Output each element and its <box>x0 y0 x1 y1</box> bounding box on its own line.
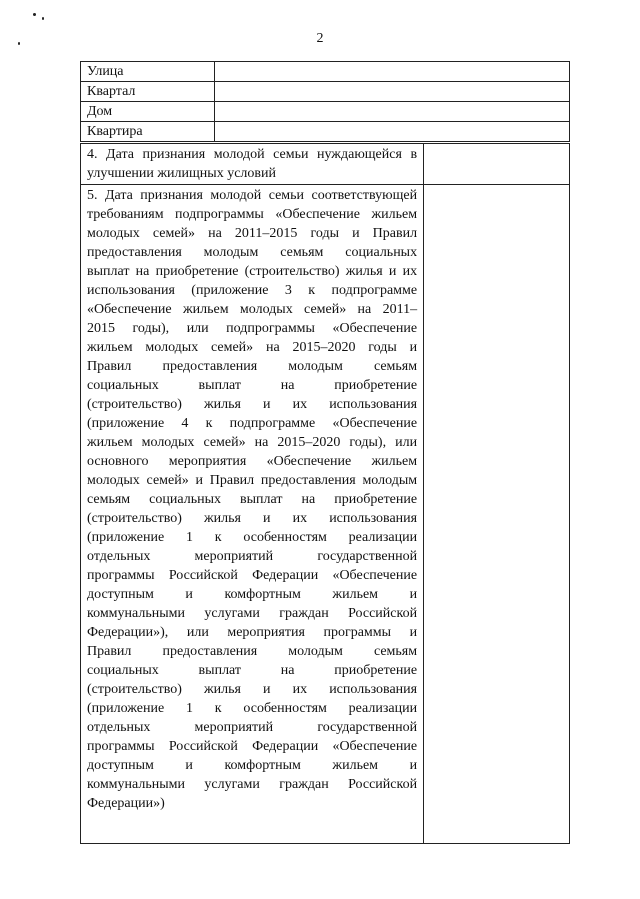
question-line: социальных выплат на приобретение <box>87 378 418 393</box>
address-value-field[interactable] <box>215 122 570 142</box>
question-line: (приложение 1 к особенностям реализации <box>87 701 418 716</box>
address-label: Дом <box>81 102 215 122</box>
question-row <box>81 185 570 844</box>
question-line: требованиям подпрограммы «Обеспечение жильем <box>87 207 418 222</box>
question-line: молодых семей» и Правил предоставления молодым <box>87 473 418 488</box>
question-line: (приложение 4 к подпрограмме «Обеспечение <box>87 416 418 431</box>
question-line: жильем молодых семей» на 2015–2020 годы), или <box>87 435 418 450</box>
question-line: (приложение 1 к особенностям реализации <box>87 530 418 545</box>
question-line: основного мероприятия «Обеспечение жильем <box>87 454 418 469</box>
question-line: жильем молодых семей» на 2015–2020 годы и <box>87 340 418 355</box>
address-row <box>81 62 570 82</box>
address-value-field[interactable] <box>215 102 570 122</box>
question-line: социальных выплат на приобретение <box>87 663 418 678</box>
page-number: 2 <box>316 31 324 46</box>
question-line: отдельных мероприятий государственной <box>87 720 418 735</box>
question-line: программы Российской Федерации «Обеспечение <box>87 739 418 754</box>
question-line: отдельных мероприятий государственной <box>87 549 418 564</box>
question-line: выплат на приобретение (строительство) жилья и их <box>87 264 418 279</box>
question-line: Федерации»), или мероприятия программы и <box>87 625 418 640</box>
question-line: 2015 годы), или подпрограммы «Обеспечение <box>87 321 418 336</box>
answer-field[interactable] <box>424 144 570 185</box>
question-line: (строительство) жилья и их использования <box>87 511 418 526</box>
question-line: улучшении жилищных условий <box>87 166 276 181</box>
question-line: 5. Дата признания молодой семьи соответствующей <box>87 188 418 203</box>
question-text <box>81 185 424 844</box>
address-value-field[interactable] <box>215 82 570 102</box>
question-line: доступным и комфортным жильем и <box>87 587 418 602</box>
question-row <box>81 144 570 185</box>
address-label: Квартал <box>81 82 215 102</box>
address-row <box>81 122 570 142</box>
question-line: «Обеспечение жильем молодых семей» на 2011– <box>87 302 418 317</box>
scan-speck <box>18 42 20 45</box>
address-row <box>81 82 570 102</box>
question-line: семьям социальных выплат на приобретение <box>87 492 418 507</box>
question-text <box>81 144 424 185</box>
address-table <box>80 61 570 142</box>
question-line: (строительство) жилья и их использования <box>87 682 418 697</box>
address-value-field[interactable] <box>215 62 570 82</box>
question-line: Правил предоставления молодым семьям <box>87 644 418 659</box>
address-label: Квартира <box>81 122 215 142</box>
question-line: использования (приложение 3 к подпрограмме <box>87 283 418 298</box>
question-line: коммунальными услугами граждан Российской <box>87 606 418 621</box>
question-line: Правил предоставления молодым семьям <box>87 359 418 374</box>
question-line: доступным и комфортным жильем и <box>87 758 418 773</box>
questions-table <box>80 143 570 844</box>
question-line: предоставления молодым семьям социальных <box>87 245 418 260</box>
question-line: коммунальными услугами граждан Российской <box>87 777 418 792</box>
question-line: 4. Дата признания молодой семьи нуждающейся в <box>87 147 418 162</box>
address-label: Улица <box>81 62 215 82</box>
question-line: Федерации») <box>87 796 165 811</box>
address-row <box>81 102 570 122</box>
question-line: программы Российской Федерации «Обеспечение <box>87 568 418 583</box>
answer-field[interactable] <box>424 185 570 844</box>
scan-speck <box>42 17 44 20</box>
question-line: (строительство) жилья и их использования <box>87 397 418 412</box>
question-line: молодых семей» на 2011–2015 годы и Правил <box>87 226 418 241</box>
scan-speck <box>33 13 36 16</box>
